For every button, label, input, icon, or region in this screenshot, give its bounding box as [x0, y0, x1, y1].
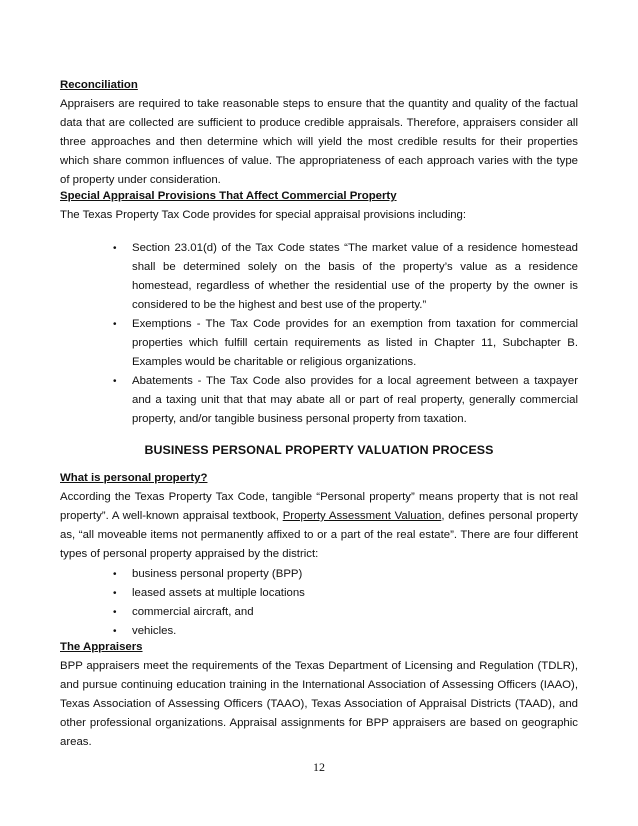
- list-item: [112, 372, 578, 429]
- list-item-text: Section 23.01(d) of the Tax Code states “The market value of a residence homestead shall be determined solely on the basis of the property’s value as a residence homestead, regardless of whether the residential use of the property by the owner is considered to be the highest and best use of the property.”: [132, 242, 578, 311]
- list-item-text: leased assets at multiple locations: [132, 587, 305, 599]
- bullet-icon: •: [113, 376, 117, 387]
- reconciliation-heading: Reconciliation: [60, 79, 138, 91]
- list-item: [112, 239, 578, 315]
- list-item: [112, 584, 578, 603]
- special-provisions-intro: The Texas Property Tax Code provides for special appraisal provisions including:: [60, 209, 467, 221]
- bullet-icon: •: [113, 588, 117, 599]
- bullet-icon: •: [113, 243, 117, 254]
- list-item: [112, 315, 578, 372]
- special-provisions-section: [60, 187, 578, 225]
- bullet-icon: •: [113, 319, 117, 330]
- reconciliation-section: [60, 76, 578, 190]
- property-types-list: [112, 565, 578, 641]
- list-item-text: commercial aircraft, and: [132, 606, 254, 618]
- bullet-icon: •: [113, 626, 117, 637]
- bullet-icon: •: [113, 569, 117, 580]
- personal-property-text-after: , defines personal property as, “all moveable items not permanently affixed to or a part of the real estate”. There are four different types of personal property appraised by the district:: [60, 510, 578, 560]
- list-item-text: Abatements - The Tax Code also provides for a local agreement between a taxpayer and a taxing unit that that may abate all or part of real property, generally commercial property, and/or tangible business personal property from taxation.: [132, 375, 578, 425]
- list-item-text: Exemptions - The Tax Code provides for an exemption from taxation for commercial properties which fulfill certain requirements as listed in Chapter 11, Subchapter B. Examples would be charitable or religious organizations.: [132, 318, 578, 368]
- list-item-text: business personal property (BPP): [132, 568, 303, 580]
- special-provisions-list: [112, 239, 578, 429]
- list-item: [112, 603, 578, 622]
- appraisers-section: [60, 638, 578, 752]
- appraisers-heading: The Appraisers: [60, 641, 143, 653]
- personal-property-text-before: According the Texas Property Tax Code, tangible “Personal property” means property that is not real property”. A well-known appraisal textbook,: [60, 491, 578, 522]
- personal-property-paragraph: [60, 488, 578, 564]
- bullet-icon: •: [113, 607, 117, 618]
- book-title: Property Assessment Valuation: [282, 510, 442, 522]
- list-item-text: vehicles.: [132, 625, 177, 637]
- personal-property-heading: What is personal property?: [60, 472, 208, 484]
- personal-property-section: [60, 469, 578, 564]
- section-title: BUSINESS PERSONAL PROPERTY VALUATION PROCESS: [144, 443, 494, 457]
- appraisers-paragraph: BPP appraisers meet the requirements of the Texas Department of Licensing and Regulation (TDLR), and pursue continuing education training in the International Association of Assessing Officers (IAAO), Texas Association of Assessing Officers (TAAO), Texas Association of Appraisal Districts (TAAD), and other professional organizations. Appraisal assignments for BPP appraisers are based on geographic areas.: [60, 660, 578, 748]
- special-provisions-heading: Special Appraisal Provisions That Affect Commercial Property: [60, 190, 397, 202]
- page-number: 12: [313, 760, 325, 774]
- reconciliation-paragraph: Appraisers are required to take reasonable steps to ensure that the quantity and quality of the factual data that are collected are sufficient to produce credible appraisals. Therefore, appraisers consider all three approaches and then determine which will yield the most credible results for their properties which share common influences of value. The appropriateness of each approach varies with the type of property under consideration.: [60, 98, 578, 186]
- list-item: [112, 565, 578, 584]
